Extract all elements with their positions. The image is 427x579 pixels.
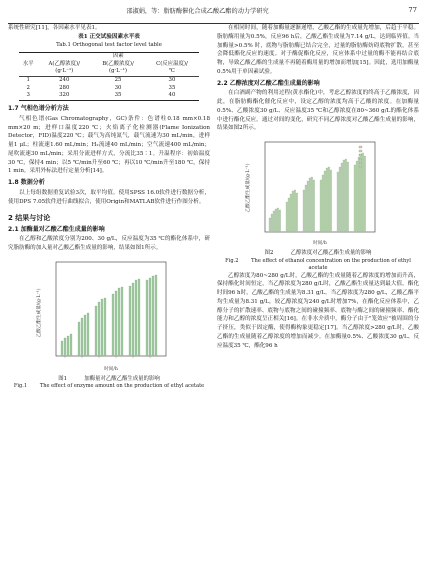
table-cell: 40 [145,92,199,100]
paragraph-ethanol-result: 乙醇浓度为80~280 g/L时，乙酸乙酯的生成量随着乙醇浓度的增加而升高，保持酯化时间恒定，当乙醇浓度为280 g/L时，乙酸乙酯生成量达到最大值，酯化时间96 h时，乙酸乙酯的生成量为8.31 g/L。当乙醇浓度为280 g/L，乙酸乙酯平均生成量为8.31 g/L，较乙醇浓度为240 g/L时增加7%，在酯化反应体系中，乙醇分子的扩散速率、底物与底物之间的碰撞频率、底物与酶之间的碰撞频率、酯化能力和乙醇的浓度呈正相关[16]。在非水介质中，酶分子由于"笼效应"被周围的分子挤压，类似于固定酶，使得酶构象更稳定[17]。当乙醇浓度>280 g/L时，乙酸乙酯的生成量随着乙醇浓度的增加而减少。在加酶量0.5%、乙酸浓度30 g/L、反应温度35 ℃，酯化96 h [217,272,419,349]
figure-1-label: 图1 [58,375,68,382]
table-cell: 30 [168,77,176,84]
table1-caption: 表1 正交试验因素水平表 [78,33,140,40]
page-number: 77 [408,6,417,14]
section-1-7-text: 气相色谱(Gas Chromatography，GC)条件：色谱柱0.18 mm×0.18 mm×20 m；进样口温度220 ℃；火焰离子化检测器(Flame Ionization Detector，FID)温度220 ℃；载气为高纯氮气，载气流速为30 mL/min，进样量1 μL；柱流速1.60 mL/min；H₂流速40 mL/min；空气流速400 mL/min；尾吹流速30 mL/min；采用分流进样方式，分流比35∶1。升温程序：初始温度30 ℃，保持4 min；以5 ℃/min升至60 ℃；再以10 ℃/min升至180 ℃，保持1 min。采用外标法进行定量分析[14]。 [8,115,210,175]
table-header-factor: 因素 [37,52,199,60]
section-2-1-text: 在乙醇和乙酸浓度分别为200、30 g/L，反应温度为35 ℃的酯化体系中，研究脂肪酶的加入量对乙酸乙酯生成量的影响，结果如图1所示。 [8,236,210,252]
bar-group [269,153,366,232]
figure-1-title-en: The effect of enzyme amount on the production of ethyl acetate [39,383,205,390]
table-header-a: A(乙醇浓度)/ (g·L⁻¹) [37,61,91,77]
figure-1-bar-chart [34,258,184,376]
factor-level-table [19,52,199,101]
intro-text: 系统性研究[11]，各因素水平见表1。 [8,25,101,31]
section-1-8-title: 1.8 数据分析 [8,179,45,187]
left-column [8,24,210,390]
paragraph-ethanol-setup: 在白酒副产物的利用过程(黄水酯化)中，考虑乙醇浓度的终高于乙酸浓度，因此，在脂肪酶酯化催化反应中，设定乙醇的浓度均高于乙酸的浓度。在加酶量0.5%、乙酸浓度30 g/L、反应温度35 ℃和乙醇浓度在80~360 g/L的酯化体系中进行酯化反应。通过对间的变化，研究不同乙醇浓度对乙酸乙酯生成量的影响，结果如图2所示。 [217,90,419,132]
figure-1-caption [8,376,210,384]
figure-2-title: 乙醇浓度对乙酸乙酯生成量的影响 [290,250,372,257]
running-header [0,6,427,20]
table-row [19,77,199,85]
table-header-b: B(乙酸浓度)/ (g·L⁻¹) [91,61,145,77]
table-cell: 35 [168,84,176,91]
table-header-level: 水平 [19,52,37,76]
table-row [19,85,199,93]
table-cell: 280 [59,84,70,91]
table-cell: 3 [19,92,37,100]
section-1-8-text: 以上每组数据重复试验3次，取平均值。使用SPSS 16.0软件进行数据分析，使用DPS 7.05软件进行曲线拟合，使用Origin和MATLAB软件进行作图分析。 [8,190,210,205]
table-cell: 320 [37,92,91,100]
table-header-c: C(反应温度)/ ℃ [145,61,199,77]
table-row [19,92,199,100]
table-cell: 35 [91,92,145,100]
right-column [217,24,419,350]
header-title: 邵淑娟，等：脂肪酶催化合成乙酸乙酯的动力学研究 [126,8,269,15]
figure-2-label-en: Fig.2 [225,257,239,264]
section-2-title: 2 结果与讨论 [8,213,51,222]
table-cell: 25 [114,77,122,84]
table-cell: 2 [26,84,30,91]
figure-2-title-en: The effect of ethanol concentration on the production of ethyl acetate [251,257,411,271]
x-axis-label: 时间/h [313,241,327,247]
figure-2-caption [217,250,419,258]
bar-group [61,275,157,356]
section-1-7-title: 1.7 气相色谱分析方法 [8,105,69,113]
y-axis-label: 乙酸乙酯生成量/(g·L⁻¹) [246,163,251,213]
figure-1-title: 加酶量对乙酸乙酯生成量的影响 [84,375,160,382]
figure-1-caption-en [8,383,210,390]
figure-2 [217,138,419,272]
section-2-2-title: 2.2 乙醇浓度对乙酸乙酯生成量的影响 [217,79,320,87]
section-2-1-title: 2.1 加酶量对乙酸乙酯生成量的影响 [8,225,105,233]
x-axis-label: 时间/h [104,366,118,372]
figure-1 [8,258,210,391]
table-cell: 30 [114,84,122,91]
paragraph-enzyme-result: 在相同时间，随着加酶量逐渐递增，乙酸乙酯的生成量先增加，后趋于平稳。脂肪酶用量为0.5%，反应96 h后，乙酸乙酯生成量为7.14 g/L，达到临界值。当加酶量>0.5% 时，底物与脂肪酶已结合完全，过量的脂肪酶妨碍底物扩散，甚至会降低酯化反应的速度。对于酶促酯化反应，反应体系中过量的酶不能再结合底物，导致乙酸乙酯的生成量不再随着酶用量的增加而增加[15]。因此，选用加酶量0.5%用于单因素试验。 [217,25,419,75]
figure-2-label: 图2 [264,250,274,257]
figure-1-label-en: Fig.1 [13,383,28,390]
table1-caption-en: Tab.1 Orthogonal test factor level table [56,42,162,49]
figure-2-caption-en [217,258,419,272]
figure-2-bar-chart [243,138,393,250]
y-axis-label: 乙酸乙酯生成量/(g·L⁻¹) [37,288,42,338]
table-cell: 1 [26,77,30,84]
table-cell: 240 [59,77,70,84]
